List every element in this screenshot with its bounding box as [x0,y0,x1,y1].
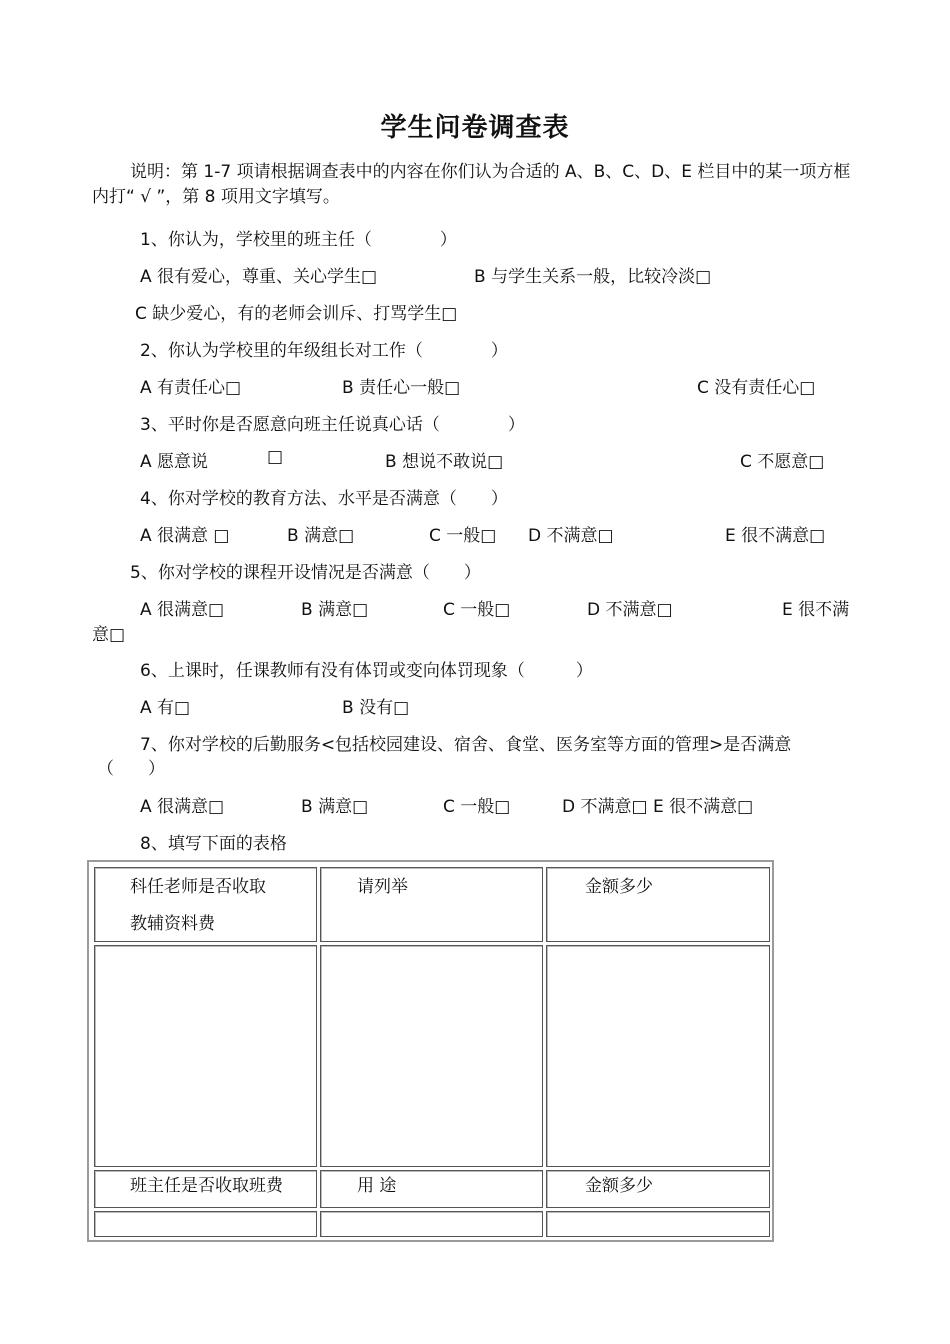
q7-option-d-e[interactable]: D 不满意□ E 很不满意□ [562,797,754,817]
question-2: 2、你认为学校里的年级组长对工作（ ） [140,341,508,361]
question-8: 8、填写下面的表格 [140,834,287,854]
table-input-cell[interactable] [546,945,770,1167]
q3-option-c[interactable]: C 不愿意□ [740,452,825,472]
question-6: 6、上课时，任课教师有没有体罚或变向体罚现象（ ） [140,661,593,681]
q6-option-b[interactable]: B 没有□ [342,698,410,718]
q1-option-a[interactable]: A 很有爱心，尊重、关心学生□ [140,267,378,287]
q7-option-c[interactable]: C 一般□ [443,797,511,817]
q2-option-a[interactable]: A 有责任心□ [140,378,242,398]
q6-option-a[interactable]: A 有□ [140,698,191,718]
q1-option-c[interactable]: C 缺少爱心，有的老师会训斥、打骂学生□ [135,304,458,324]
question-5: 5、你对学校的课程开设情况是否满意（ ） [130,563,481,583]
q4-option-e[interactable]: E 很不满意□ [725,526,826,546]
q4-option-d[interactable]: D 不满意□ [528,526,614,546]
q1-option-b[interactable]: B 与学生关系一般，比较冷淡□ [474,267,712,287]
intro-text: 说明：第 1-7 项请根据调查表中的内容在你们认为合适的 A、B、C、D、E 栏目中的某一项方框内打“ √ ”，第 8 项用文字填写。 [92,162,851,207]
q2-option-b[interactable]: B 责任心一般□ [342,378,461,398]
table-input-cell[interactable] [94,945,317,1167]
q5-option-c[interactable]: C 一般□ [443,600,511,620]
fee-table [87,860,774,1242]
table-input-cell[interactable] [320,945,543,1167]
q2-option-c[interactable]: C 没有责任心□ [697,378,816,398]
q7-option-a[interactable]: A 很满意□ [140,797,225,817]
q3-option-a-box[interactable]: □ [267,447,284,467]
header-usage: 用 途 [357,1176,397,1196]
question-7-paren: （ ） [97,759,165,779]
table-header-cell [94,867,317,942]
header-class-fee: 班主任是否收取班费 [130,1176,283,1196]
question-1: 1、你认为，学校里的班主任（ ） [140,230,457,250]
table-input-cell[interactable] [546,1211,770,1237]
table-input-cell[interactable] [320,1211,543,1237]
page-title: 学生问卷调查表 [380,113,570,143]
table-header-cell [546,1170,770,1208]
header-subject-teacher-line2: 教辅资料费 [130,914,215,934]
table-header-cell [94,1170,317,1208]
header-list: 请列举 [357,877,408,897]
table-input-cell[interactable] [94,1211,317,1237]
q4-option-c[interactable]: C 一般□ [429,526,497,546]
question-3: 3、平时你是否愿意向班主任说真心话（ ） [140,415,525,435]
q5-option-d[interactable]: D 不满意□ [587,600,673,620]
question-7: 7、你对学校的后勤服务<包括校园建设、宿舍、食堂、医务室等方面的管理>是否满意 [140,735,792,755]
header-amount-2: 金额多少 [585,1176,653,1196]
q3-option-b[interactable]: B 想说不敢说□ [385,452,504,472]
q5-option-a[interactable]: A 很满意□ [140,600,225,620]
q5-option-e-cont[interactable]: 意□ [92,625,126,645]
header-subject-teacher-line1: 科任老师是否收取 [130,877,266,897]
q5-option-b[interactable]: B 满意□ [301,600,369,620]
q4-option-a[interactable]: A 很满意 □ [140,526,230,546]
header-amount-1: 金额多少 [585,877,653,897]
q7-option-b[interactable]: B 满意□ [301,797,369,817]
q5-option-e[interactable]: E 很不满 [782,600,850,620]
question-4: 4、你对学校的教育方法、水平是否满意（ ） [140,489,508,509]
table-header-cell [320,1170,543,1208]
table-header-cell [320,867,543,942]
q3-option-a[interactable]: A 愿意说 [140,452,209,472]
table-header-cell [546,867,770,942]
q4-option-b[interactable]: B 满意□ [287,526,355,546]
